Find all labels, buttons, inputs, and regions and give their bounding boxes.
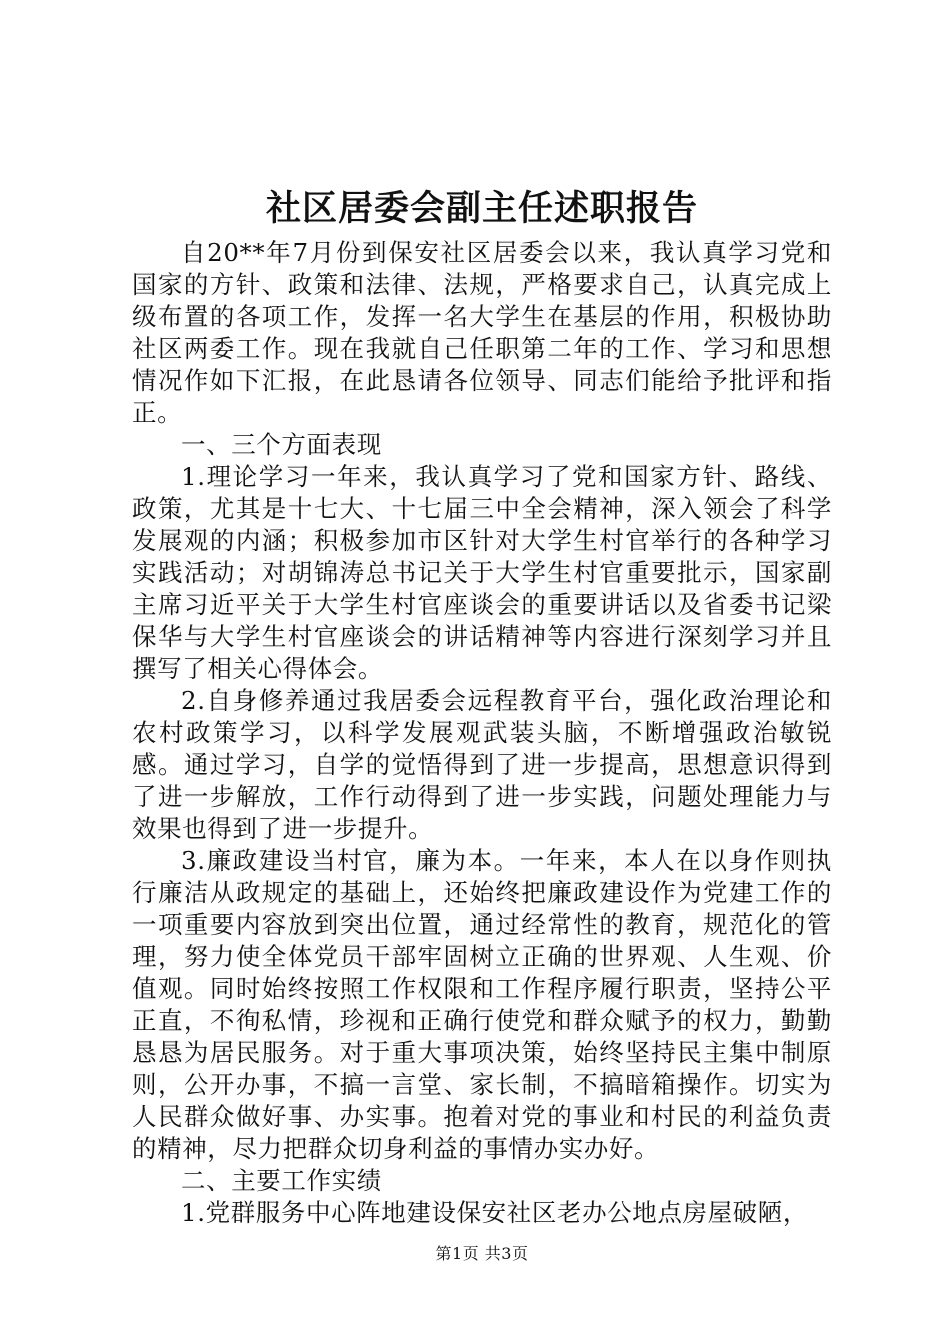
paragraph-self-cultivation: 2.自身修养通过我居委会远程教育平台，强化政治理论和农村政策学习，以科学发展观武装头脑，不断增强政治敏锐感。通过学习，自学的觉悟得到了进一步提高，思想意识得到了进一步解放，工作行动得到了进一步实践，问题处理能力与效果也得到了进一步提升。 xyxy=(132,686,832,843)
section-heading-2: 二、主要工作实绩 xyxy=(181,1166,382,1195)
page-footer: 第1页 共3页 xyxy=(435,1244,529,1263)
paragraph-service-center: 1.党群服务中心阵地建设保安社区老办公地点房屋破陋， xyxy=(181,1198,808,1227)
document-title: 社区居委会副主任述职报告 xyxy=(265,188,698,229)
document-page xyxy=(132,0,832,1344)
paragraph-integrity: 3.廉政建设当村官，廉为本。一年来，本人在以身作则执行廉洁从政规定的基础上，还始终把廉政建设作为党建工作的一项重要内容放到突出位置，通过经常性的教育，规范化的管理，努力使全体党员干部牢固树立正确的世界观、人生观、价值观。同时始终按照工作权限和工作程序履行职责，坚持公平正直，不徇私情，珍视和正确行使党和群众赋予的权力，勤勤恳恳为居民服务。对于重大事项决策，始终坚持民主集中制原则，公开办事，不搞一言堂、家长制，不搞暗箱操作。切实为人民群众做好事、办实事。抱着对党的事业和村民的利益负责的精神，尽力把群众切身利益的事情办实办好。 xyxy=(132,846,832,1163)
document-body xyxy=(132,237,832,1229)
section-heading-1: 一、三个方面表现 xyxy=(181,430,382,459)
paragraph-theory-study: 1.理论学习一年来，我认真学习了党和国家方针、路线、政策，尤其是十七大、十七届三中全会精神，深入领会了科学发展观的内涵；积极参加市区针对大学生村官举行的各种学习实践活动；对胡锦涛总书记关于大学生村官重要批示，国家副主席习近平关于大学生村官座谈会的重要讲话以及省委书记梁保华与大学生村官座谈会的讲话精神等内容进行深刻学习并且撰写了相关心得体会。 xyxy=(132,462,832,683)
paragraph-intro: 自20**年7月份到保安社区居委会以来，我认真学习党和国家的方针、政策和法律、法规，严格要求自己，认真完成上级布置的各项工作，发挥一名大学生在基层的作用，积极协助社区两委工作。现在我就自己任职第二年的工作、学习和思想情况作如下汇报，在此恳请各位领导、同志们能给予批评和指正。 xyxy=(132,238,832,427)
